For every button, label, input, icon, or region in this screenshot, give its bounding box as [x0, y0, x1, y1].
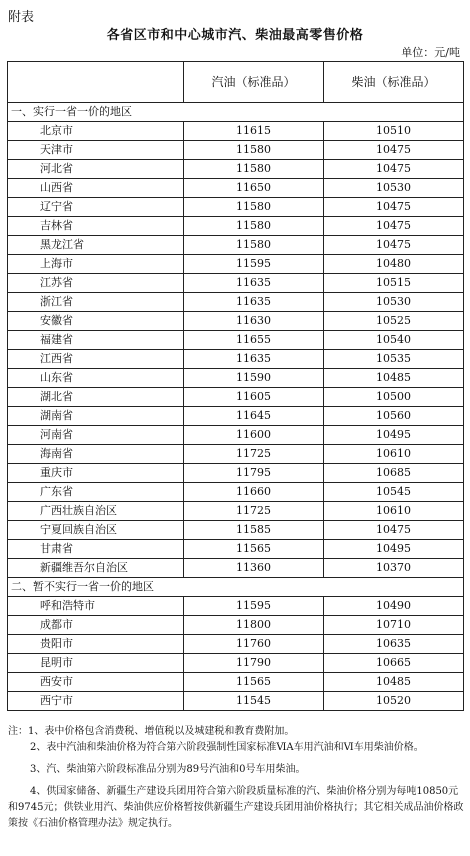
region-name: 西安市: [8, 673, 184, 692]
table-row: [8, 274, 464, 293]
table-row: [8, 331, 464, 350]
appendix-label: 附表: [8, 10, 35, 25]
region-name: 辽宁省: [8, 198, 184, 217]
diesel-price: 10545: [324, 483, 464, 502]
diesel-price: 10475: [324, 521, 464, 540]
diesel-price: 10485: [324, 673, 464, 692]
diesel-price: 10490: [324, 597, 464, 616]
diesel-price: 10475: [324, 217, 464, 236]
gasoline-price: 11605: [184, 388, 324, 407]
section-row: [8, 578, 464, 597]
diesel-price: 10560: [324, 407, 464, 426]
gasoline-price: 11760: [184, 635, 324, 654]
table-row: [8, 388, 464, 407]
table-row: [8, 521, 464, 540]
region-name: 宁夏回族自治区: [8, 521, 184, 540]
table-row: [8, 407, 464, 426]
gasoline-price: 11590: [184, 369, 324, 388]
diesel-price: 10515: [324, 274, 464, 293]
diesel-price: 10510: [324, 122, 464, 141]
table-row: [8, 654, 464, 673]
table-row: [8, 198, 464, 217]
gasoline-price: 11650: [184, 179, 324, 198]
region-name: 浙江省: [8, 293, 184, 312]
region-name: 山西省: [8, 179, 184, 198]
gasoline-price: 11630: [184, 312, 324, 331]
gasoline-price: 11660: [184, 483, 324, 502]
diesel-price: 10540: [324, 331, 464, 350]
diesel-price: 10520: [324, 692, 464, 711]
gasoline-price: 11545: [184, 692, 324, 711]
table-row: [8, 369, 464, 388]
table-row: [8, 293, 464, 312]
gasoline-price: 11580: [184, 217, 324, 236]
table-row: [8, 255, 464, 274]
diesel-price: 10530: [324, 179, 464, 198]
region-name: 广西壮族自治区: [8, 502, 184, 521]
table-row: [8, 236, 464, 255]
diesel-price: 10535: [324, 350, 464, 369]
table-row: [8, 635, 464, 654]
gasoline-price: 11725: [184, 502, 324, 521]
table-row: [8, 502, 464, 521]
gasoline-price: 11580: [184, 160, 324, 179]
diesel-price: 10530: [324, 293, 464, 312]
diesel-price: 10635: [324, 635, 464, 654]
diesel-price: 10710: [324, 616, 464, 635]
section-row: [8, 103, 464, 122]
diesel-price: 10480: [324, 255, 464, 274]
table-row: [8, 312, 464, 331]
gasoline-price: 11635: [184, 293, 324, 312]
region-name: 上海市: [8, 255, 184, 274]
region-name: 吉林省: [8, 217, 184, 236]
region-name: 重庆市: [8, 464, 184, 483]
table-row: [8, 540, 464, 559]
diesel-price: 10685: [324, 464, 464, 483]
table-row: [8, 217, 464, 236]
header-name-cell: [8, 62, 184, 103]
price-table-body: [8, 62, 464, 711]
diesel-price: 10485: [324, 369, 464, 388]
gasoline-price: 11615: [184, 122, 324, 141]
notes: [8, 724, 464, 832]
gasoline-price: 11595: [184, 255, 324, 274]
gasoline-price: 11565: [184, 540, 324, 559]
note-4: 4、供国家储备、新疆生产建设兵团用符合第六阶段质量标准的汽、柴油价格分别为每吨10850元和9745元；供铁业用汽、柴油供应价格暂按供新疆生产建设兵团用油价格执行；其它相关成品油价格政策按《石油价格管理办法》规定执行。: [8, 786, 464, 829]
region-name: 河北省: [8, 160, 184, 179]
region-name: 呼和浩特市: [8, 597, 184, 616]
gasoline-price: 11595: [184, 597, 324, 616]
section-title: 一、实行一省一价的地区: [8, 103, 464, 122]
table-row: [8, 350, 464, 369]
region-name: 江苏省: [8, 274, 184, 293]
region-name: 甘肃省: [8, 540, 184, 559]
region-name: 天津市: [8, 141, 184, 160]
region-name: 安徽省: [8, 312, 184, 331]
table-row: [8, 597, 464, 616]
price-table: [7, 61, 464, 711]
region-name: 西宁市: [8, 692, 184, 711]
diesel-price: 10495: [324, 426, 464, 445]
region-name: 江西省: [8, 350, 184, 369]
gasoline-price: 11655: [184, 331, 324, 350]
region-name: 新疆维吾尔自治区: [8, 559, 184, 578]
region-name: 海南省: [8, 445, 184, 464]
gasoline-price: 11795: [184, 464, 324, 483]
table-header-row: [8, 62, 464, 103]
diesel-price: 10665: [324, 654, 464, 673]
gasoline-price: 11635: [184, 274, 324, 293]
note-1: 注：1、表中价格包含消费税、增值税以及城建税和教育费附加。: [8, 726, 295, 737]
diesel-price: 10475: [324, 236, 464, 255]
table-row: [8, 559, 464, 578]
region-name: 湖北省: [8, 388, 184, 407]
table-row: [8, 160, 464, 179]
gasoline-price: 11635: [184, 350, 324, 369]
region-name: 山东省: [8, 369, 184, 388]
table-row: [8, 426, 464, 445]
unit-label: 单位：元/吨: [401, 46, 460, 59]
gasoline-price: 11580: [184, 236, 324, 255]
diesel-price: 10610: [324, 502, 464, 521]
region-name: 北京市: [8, 122, 184, 141]
header-diesel: 柴油（标准品）: [324, 62, 464, 103]
table-row: [8, 445, 464, 464]
table-row: [8, 692, 464, 711]
diesel-price: 10475: [324, 160, 464, 179]
region-name: 广东省: [8, 483, 184, 502]
header-gasoline: 汽油（标准品）: [184, 62, 324, 103]
table-row: [8, 141, 464, 160]
table-row: [8, 483, 464, 502]
document-title: 各省区市和中心城市汽、柴油最高零售价格: [106, 28, 364, 43]
gasoline-price: 11800: [184, 616, 324, 635]
region-name: 福建省: [8, 331, 184, 350]
diesel-price: 10475: [324, 141, 464, 160]
diesel-price: 10500: [324, 388, 464, 407]
diesel-price: 10475: [324, 198, 464, 217]
gasoline-price: 11645: [184, 407, 324, 426]
note-3: 3、汽、柴油第六阶段标准品分别为89号汽油和0号车用柴油。: [30, 764, 306, 775]
region-name: 河南省: [8, 426, 184, 445]
gasoline-price: 11580: [184, 141, 324, 160]
gasoline-price: 11580: [184, 198, 324, 217]
gasoline-price: 11585: [184, 521, 324, 540]
gasoline-price: 11600: [184, 426, 324, 445]
diesel-price: 10610: [324, 445, 464, 464]
note-2: 2、表中汽油和柴油价格为符合第六阶段强制性国家标准ⅥA车用汽油和Ⅵ车用柴油价格。: [30, 742, 424, 753]
diesel-price: 10495: [324, 540, 464, 559]
table-row: [8, 179, 464, 198]
table-row: [8, 673, 464, 692]
region-name: 昆明市: [8, 654, 184, 673]
table-row: [8, 464, 464, 483]
diesel-price: 10370: [324, 559, 464, 578]
region-name: 贵阳市: [8, 635, 184, 654]
gasoline-price: 11725: [184, 445, 324, 464]
region-name: 黑龙江省: [8, 236, 184, 255]
gasoline-price: 11790: [184, 654, 324, 673]
gasoline-price: 11565: [184, 673, 324, 692]
region-name: 湖南省: [8, 407, 184, 426]
section-title: 二、暂不实行一省一价的地区: [8, 578, 464, 597]
diesel-price: 10525: [324, 312, 464, 331]
region-name: 成都市: [8, 616, 184, 635]
table-row: [8, 616, 464, 635]
gasoline-price: 11360: [184, 559, 324, 578]
table-row: [8, 122, 464, 141]
